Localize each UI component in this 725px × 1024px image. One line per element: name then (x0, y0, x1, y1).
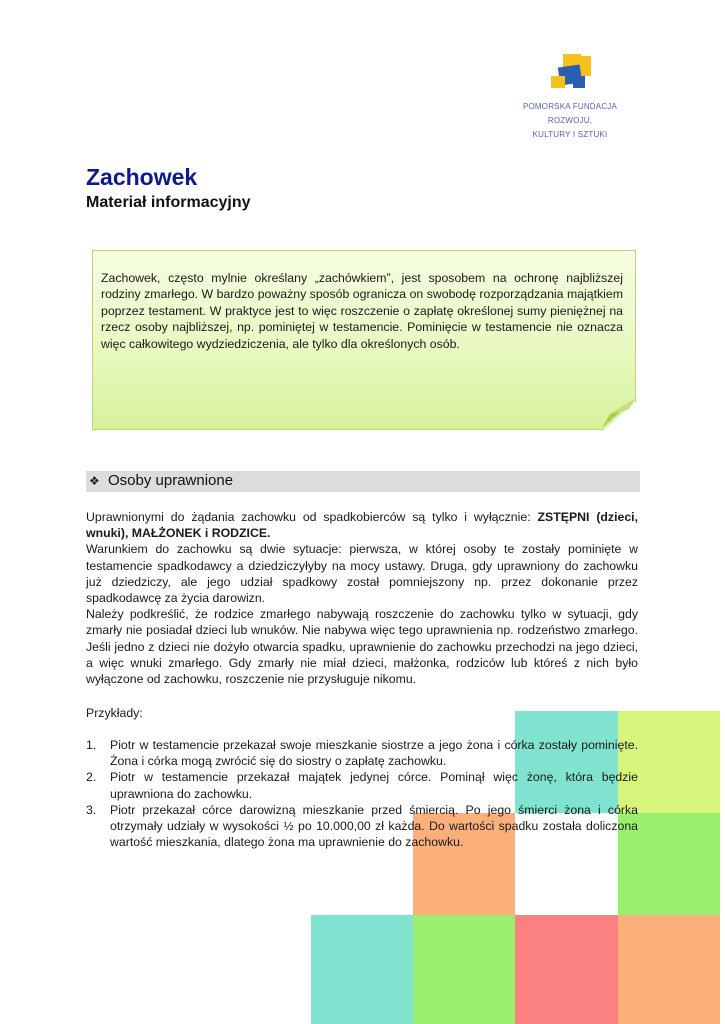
decor-tile-green (413, 915, 515, 1024)
note-curl-corner (602, 398, 635, 429)
diamond-bullet-icon: ❖ (89, 474, 100, 488)
logo-line-1: POMORSKA FUNDACJA ROZWOJU, (522, 102, 618, 125)
page-title: Zachowek (86, 164, 198, 190)
page-subtitle: Materiał informacyjny (86, 194, 251, 211)
list-item (86, 737, 638, 769)
list-item-text: Piotr w testamencie przekazał swoje mieszkanie siostrze a jego żona i córka zostały pominięte. Żona i córka mogą zwrócić się do siostry o zapłatę zachowku. (110, 738, 638, 769)
foundation-logo-icon (549, 52, 593, 96)
entitled-persons-text (86, 509, 638, 687)
decor-tile-red (515, 915, 618, 1024)
paragraph-bold: ZSTĘPNI (dzieci, wnuki), MAŁŻONEK i RODZICE. (86, 510, 638, 541)
decor-tile-orange (618, 915, 720, 1024)
foundation-logo-text (500, 100, 640, 142)
list-item-text: Piotr w testamencie przekazał majątek jedynej córce. Pominął więc żonę, która będzie uprawniona do zachowku. (110, 770, 638, 801)
list-item-number: 2. (86, 770, 97, 785)
examples-list (86, 737, 638, 850)
paragraph-lead: Uprawnionymi do żądania zachowku od spadkobierców są tylko i wyłącznie: (86, 510, 538, 524)
logo-line-2: KULTURY I SZTUKI (532, 130, 608, 139)
list-item (86, 769, 638, 801)
info-note-text: Zachowek, często mylnie określany „zachówkiem”, jest sposobem na ochronę najbliższej rodziny zmarłego. W bardzo poważny sposób ogranicza on swobodę rozporządzania majątkiem poprzez testament. W praktyce jest to więc roszczenie o zapłatę określonej sumy pieniężnej na rzecz osoby najbliższej, np. pominiętej w testamencie. Pominięcie w testamencie nie oznacza więc całkowitego wydziedziczenia, ale tylko dla określonych osób. (101, 271, 623, 351)
list-item (86, 802, 638, 851)
paragraph-3: Należy podkreślić, że rodzice zmarłego nabywają roszczenie do zachowku tylko w sytuacji, gdy zmarły nie posiadał dzieci lub wnuków. Nie nabywa więc tego uprawnienia np. rodzeństwo zmarłego. Jeśli jedno z dzieci nie dożyło otwarcia spadku, uprawnienie do zachowku przechodzi na jego dzieci, a więc wnuki zmarłego. Gdy zmarły nie miał dzieci, małżonka, rodziców lub któreś z nich było wyłączone od zachowku, roszczenie nie przysługuje nikomu. (86, 607, 638, 687)
list-item-text: Piotr przekazał córce darowizną mieszkanie przed śmiercią. Po jego śmierci żona i córka otrzymały udziały w wysokości ½ po 10.000,00 zł każda. Do wartości spadku została doliczona wartość mieszkania, dlatego żona ma uprawnienie do zachowku. (110, 802, 638, 850)
paragraph-2: Warunkiem do zachowku są dwie sytuacje: pierwsza, w której osoby te zostały pominięte w testamencie spadkodawcy a dziedziczyłyby na mocy ustawy. Druga, gdy uprawniony do zachowku już dziedziczy, ale jego udział spadkowy został pomniejszony np. przez dokonanie przez spadkodawcę za życia darowizn. (86, 542, 638, 606)
examples-label: Przykłady: (86, 706, 143, 720)
section-title: Osoby uprawnione (108, 472, 234, 489)
list-item-number: 1. (86, 738, 97, 752)
list-item-number: 3. (86, 802, 97, 817)
decor-tile-teal (311, 915, 413, 1024)
